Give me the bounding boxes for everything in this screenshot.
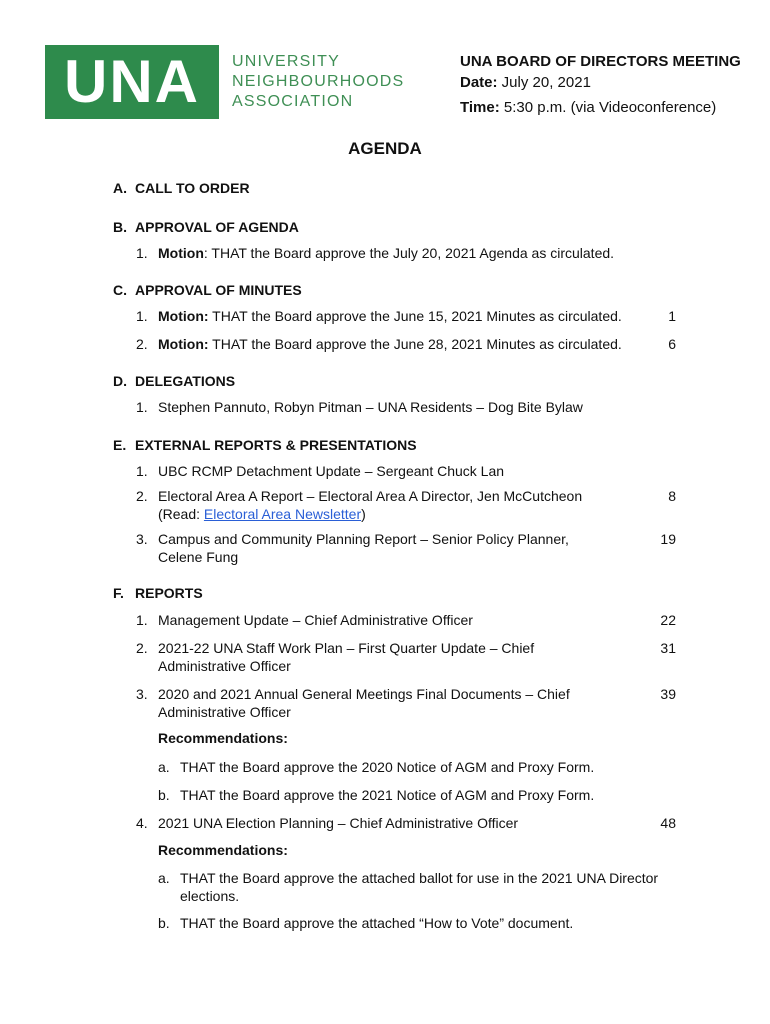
item-text: UBC RCMP Detachment Update – Sergeant Chuck Lan [158, 463, 505, 479]
agenda-item-f1 [136, 611, 681, 629]
page-number: 6 [668, 336, 676, 352]
section-delegations [113, 373, 235, 389]
section-letter: F. [113, 585, 124, 601]
page-number: 39 [660, 686, 676, 702]
item-text: : THAT the Board approve the July 20, 2021 Agenda as circulated. [203, 245, 615, 261]
section-title: APPROVAL OF AGENDA [135, 219, 299, 235]
time-label: Time: [460, 99, 500, 116]
item-text: THAT the Board approve the June 15, 2021 Minutes as circulated. [208, 308, 622, 324]
agenda-item-e1 [136, 462, 681, 480]
agenda-item-f4 [136, 814, 681, 832]
recommendations-heading: Recommendations: [158, 730, 288, 746]
page-number: 22 [660, 612, 676, 628]
logo-line-2: NEIGHBOURHOODS [232, 73, 405, 90]
logo-wordmark [232, 52, 404, 112]
item-text: Stephen Pannuto, Robyn Pitman – UNA Residents – Dog Bite Bylaw [158, 399, 583, 415]
agenda-item-f2 [136, 639, 681, 675]
rec-number: b. [158, 787, 170, 803]
item-text: Campus and Community Planning Report – Senior Policy Planner, Celene Fung [158, 531, 569, 565]
section-title: CALL TO ORDER [135, 180, 250, 196]
page-number: 48 [660, 815, 676, 831]
section-title: REPORTS [135, 585, 203, 601]
electoral-area-newsletter-link[interactable]: Electoral Area Newsletter [203, 506, 362, 522]
agenda-item-f3 [136, 685, 681, 721]
item-number: 2. [136, 336, 148, 352]
item-number: 1. [136, 245, 148, 261]
item-text: Electoral Area A Report – Electoral Area A Director, Jen McCutcheon [158, 488, 583, 504]
page-number: 19 [660, 531, 676, 547]
agenda-item-d1 [136, 398, 681, 416]
logo-line-3: ASSOCIATION [232, 93, 354, 110]
section-title: APPROVAL OF MINUTES [135, 282, 302, 298]
item-number: 3. [136, 686, 148, 702]
section-letter: C. [113, 282, 127, 298]
item-number: 1. [136, 308, 148, 324]
item-number: 1. [136, 399, 148, 415]
section-reports [113, 585, 203, 601]
item-number: 2. [136, 488, 148, 504]
rec-text: THAT the Board approve the attached “How to Vote” document. [180, 915, 574, 931]
section-title: DELEGATIONS [135, 373, 236, 389]
item-number: 2. [136, 640, 148, 656]
una-logo [45, 45, 404, 119]
date-label: Date: [460, 74, 498, 91]
recommendation-item [158, 914, 678, 932]
read-note [158, 505, 638, 523]
page-number: 31 [660, 640, 676, 656]
motion-label: Motion [158, 245, 204, 261]
meeting-title: UNA BOARD OF DIRECTORS MEETING [460, 53, 741, 70]
meeting-header [460, 53, 741, 116]
section-external-reports [113, 437, 417, 453]
item-text: THAT the Board approve the June 28, 2021 Minutes as circulated. [208, 336, 622, 352]
section-title: EXTERNAL REPORTS & PRESENTATIONS [135, 437, 417, 453]
item-number: 1. [136, 463, 148, 479]
motion-label: Motion: [158, 308, 209, 324]
meeting-time [460, 99, 741, 116]
section-approval-of-agenda [113, 219, 299, 235]
item-text: 2021 UNA Election Planning – Chief Administrative Officer [158, 815, 519, 831]
rec-text: THAT the Board approve the 2021 Notice of AGM and Proxy Form. [180, 787, 595, 803]
time-value: 5:30 p.m. (via Videoconference) [499, 99, 717, 116]
item-number: 3. [136, 531, 148, 547]
item-text: 2020 and 2021 Annual General Meetings Final Documents – Chief Administrative Officer [158, 686, 570, 720]
item-text: 2021-22 UNA Staff Work Plan – First Quarter Update – Chief Administrative Officer [158, 640, 535, 674]
read-suffix: ) [361, 506, 366, 522]
rec-number: a. [158, 759, 170, 775]
section-call-to-order [113, 180, 250, 196]
section-letter: E. [113, 437, 127, 453]
read-prefix: (Read: [158, 506, 204, 522]
page-number: 1 [668, 308, 676, 324]
agenda-item-c2 [136, 335, 681, 353]
date-value: July 20, 2021 [497, 74, 591, 91]
section-letter: D. [113, 373, 127, 389]
agenda-item-e3 [136, 530, 681, 566]
agenda-item-b1 [136, 244, 681, 262]
rec-number: a. [158, 870, 170, 886]
meeting-date [460, 74, 741, 91]
logo-mark: UNA [45, 45, 219, 119]
agenda-item-c1 [136, 307, 681, 325]
recommendation-item [158, 786, 678, 804]
agenda-item-e2 [136, 487, 681, 523]
rec-number: b. [158, 915, 170, 931]
page-number: 8 [668, 488, 676, 504]
item-text: Management Update – Chief Administrative Officer [158, 612, 473, 628]
logo-line-1: UNIVERSITY [232, 53, 341, 70]
item-number: 1. [136, 612, 148, 628]
recommendations-heading: Recommendations: [158, 842, 288, 858]
rec-text: THAT the Board approve the attached ballot for use in the 2021 UNA Director elections. [180, 870, 659, 904]
rec-text: THAT the Board approve the 2020 Notice of AGM and Proxy Form. [180, 759, 595, 775]
section-approval-of-minutes [113, 282, 302, 298]
item-number: 4. [136, 815, 148, 831]
section-letter: B. [113, 219, 127, 235]
recommendation-item [158, 758, 678, 776]
section-letter: A. [113, 180, 127, 196]
motion-label: Motion: [158, 336, 209, 352]
recommendation-item [158, 869, 678, 905]
agenda-title: AGENDA [348, 139, 422, 158]
